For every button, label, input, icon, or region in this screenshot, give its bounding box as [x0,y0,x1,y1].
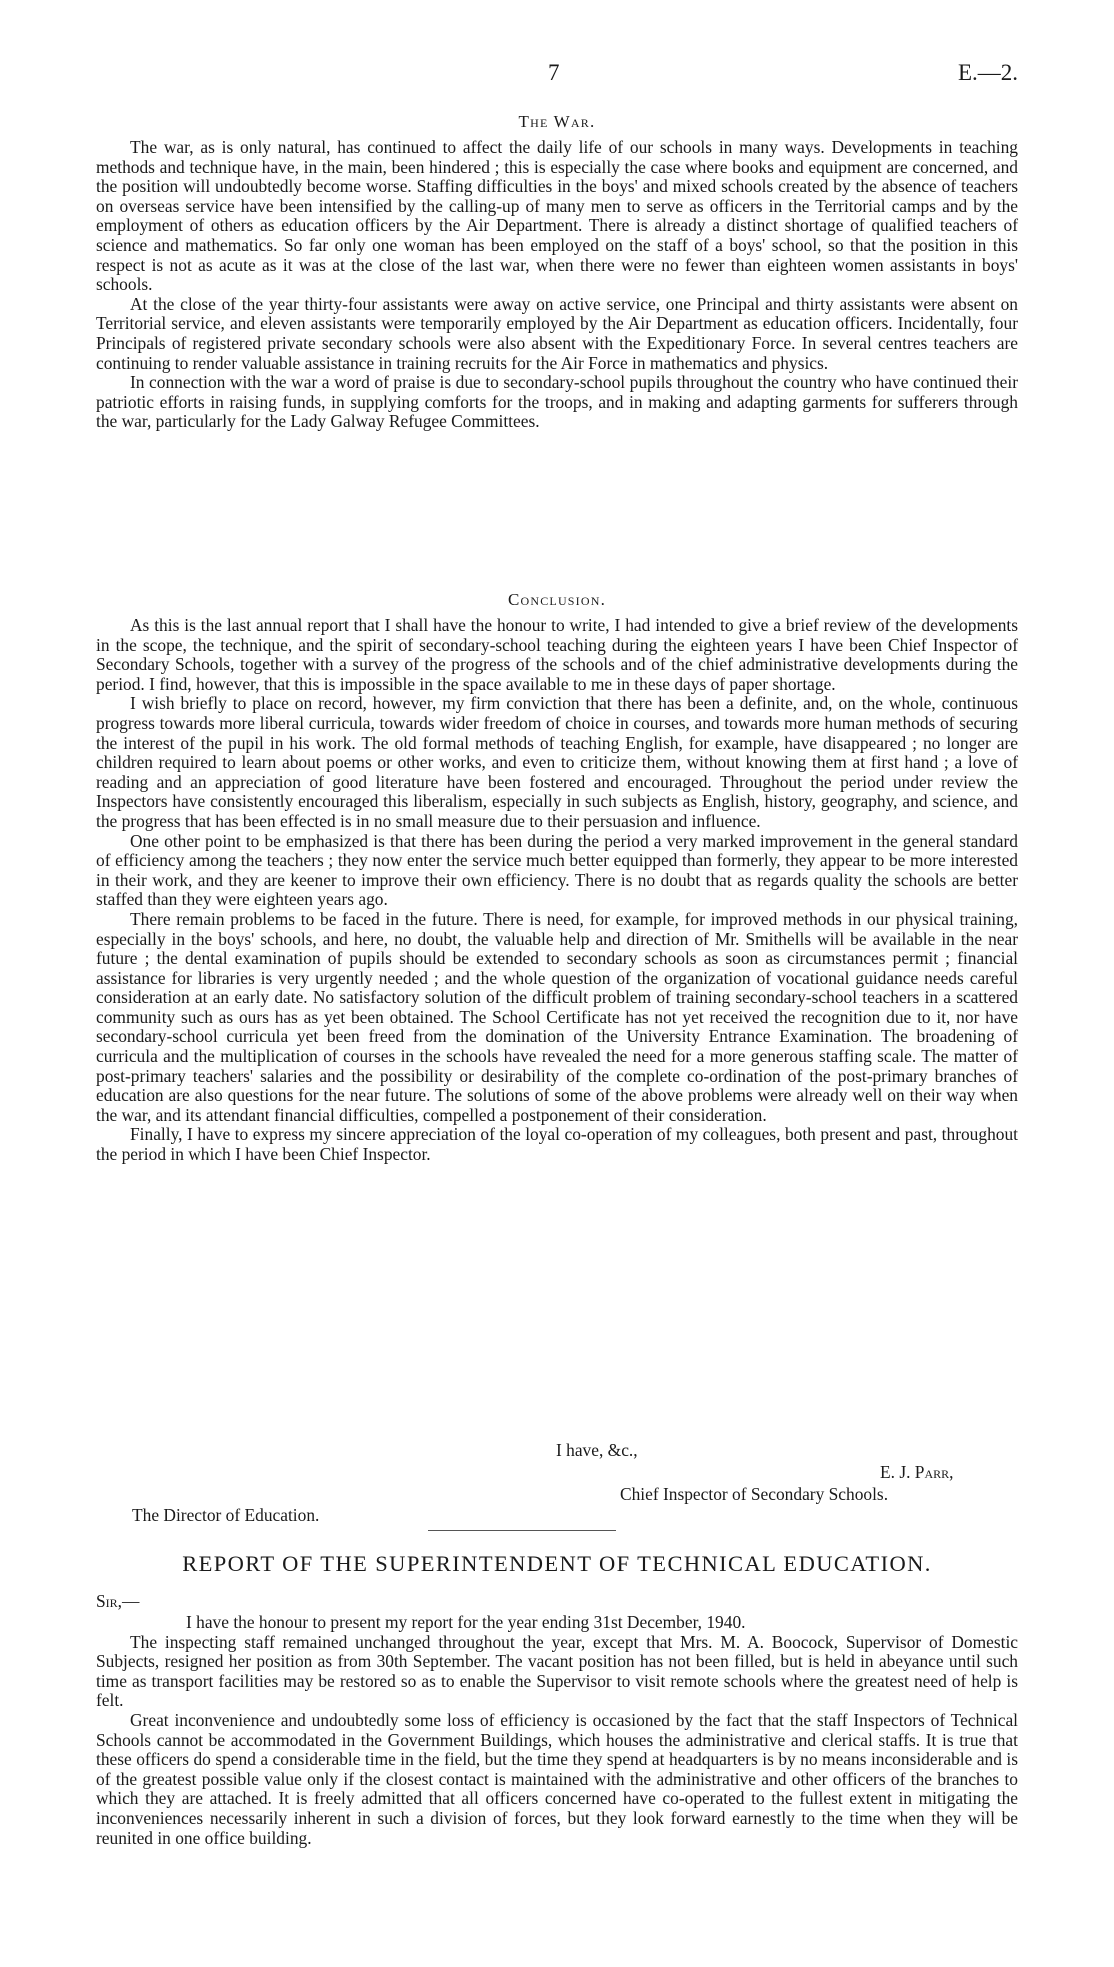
signoff-title: Chief Inspector of Secondary Schools. [620,1484,889,1504]
paragraph: As this is the last annual report that I shall have the honour to write, I had intended to give a brief review of the developments in the scope, the technique, and the spirit of secondary-school teaching during the eighteen years I have been Chief Inspector of Secondary Schools, together with a survey of the progress of the schools and of the chief administrative developments during the period. I find, however, that this is impossible in the space available to me in these days of paper shortage. [96,615,1018,694]
paragraph: The inspecting staff remained unchanged throughout the year, except that Mrs. M. A. Boocock, Supervisor of Domestic Subjects, resigned her position as from 30th September. The vacant position has not been filled, but is held in abeyance until such time as transport facilities may be restored so as to enable the Supervisor to visit remote schools where the greatest need of help is felt. [96,1631,1018,1711]
document-reference: E.—2. [957,60,1018,85]
page-number: 7 [548,60,560,85]
war-section-body [96,138,1018,432]
salutation: Sir,— [96,1591,140,1611]
technical-report-body [96,1613,1018,1848]
report-title: REPORT OF THE SUPERINTENDENT OF TECHNICAL EDUCATION. [182,1551,932,1576]
signoff-addressee: The Director of Education. [132,1505,320,1525]
paragraph: I have the honour to present my report for the year ending 31st December, 1940. [186,1612,746,1632]
section-heading-conclusion: Conclusion. [507,590,607,609]
conclusion-section-body [96,616,1018,1165]
paragraph: At the close of the year thirty-four assistants were away on active service, one Principal and thirty assistants were absent on Territorial service, and eleven assistants were temporarily employed by the Air Department as education officers. Incidentally, four Principals of registered private secondary schools were also absent with the Expeditionary Force. In several centres teachers are continuing to render valuable assistance in training recruits for the Air Force in mathematics and physics. [96,293,1018,373]
section-heading-war: The War. [518,112,596,131]
paragraph: Great inconvenience and undoubtedly some loss of efficiency is occasioned by the fact that the staff Inspectors of Technical Schools cannot be accommodated in the Government Buildings, which houses the administrative and clerical staffs. It is true that these officers do spend a considerable time in the field, but the time they spend at headquarters is by no means inconsiderable and is of the greatest possible value only if the closest contact is maintained with the administrative and other officers of the branches to which they are attached. It is freely admitted that all officers concerned have co-operated to the fullest extent in mitigating the inconveniences necessarily inherent in such a division of forces, but they look forward earnestly to the time when they will be reunited in one office building. [96,1709,1018,1848]
paragraph: In connection with the war a word of praise is due to secondary-school pupils throughout the country who have continued their patriotic efforts in raising funds, in supplying comforts for the troops, and in making and adapting garments for sufferers through the war, particularly for the Lady Galway Refugee Committees. [96,372,1018,432]
paragraph: There remain problems to be faced in the future. There is need, for example, for improved methods in our physical training, especially in the boys' schools, and here, no doubt, the valuable help and direction of Mr. Smithells will be available in the near future ; the dental examination of pupils should be extended to secondary schools as soon as circumstances permit ; financial assistance for libraries is very urgently needed ; and the whole question of the organization of vocational guidance needs careful consideration at an early date. No satisfactory solution of the difficult problem of training secondary-school teachers in a scattered community such as ours has as yet been obtained. The School Certificate has not yet received the recognition due to it, nor have secondary-school curricula yet been freed from the domination of the University Entrance Examination. The broadening of curricula and the multiplication of courses in the schools have revealed the need for a more generous staffing scale. The matter of post-primary teachers' salaries and the possibility or desirability of the complete co-ordination of the post-primary branches of education are also questions for the near future. The solutions of some of the above problems were already well on their way when the war, and its attendant financial difficulties, compelled a postponement of their consideration. [96,908,1018,1125]
signoff-closing: I have, &c., [556,1440,638,1460]
paragraph: I wish briefly to place on record, however, my firm conviction that there has been a definite, and, on the whole, continuous progress towards more liberal curricula, towards wider freedom of choice in courses, and towards more human methods of securing the interest of the pupil in his work. The old formal methods of teaching English, for example, have disappeared ; no longer are children required to learn about poems or other works, and even to criticize them, without knowing them at first hand ; a love of reading and an appreciation of good literature have been fostered and encouraged. Throughout the period under review the Inspectors have consistently encouraged this liberalism, especially in such subjects as English, history, geography, and science, and the progress that has been effected is in no small measure due to their persuasion and influence. [96,693,1018,831]
section-divider [428,1530,616,1531]
signoff-name: E. J. Parr, [880,1462,954,1482]
paragraph: Finally, I have to express my sincere appreciation of the loyal co-operation of my colleagues, both present and past, throughout the period in which I have been Chief Inspector. [96,1124,1018,1165]
paragraph: The war, as is only natural, has continued to affect the daily life of our schools in many ways. Developments in teaching methods and technique have, in the main, been hindered ; this is especially the case where books and equipment are concerned, and the position will undoubtedly become worse. Staffing difficulties in the boys' and mixed schools created by the absence of teachers on overseas service have been intensified by the calling-up of many men to serve as officers in the Territorial camps and by the employment of others as education officers by the Air Department. There is already a distinct shortage of qualified teachers of science and mathematics. So far only one woman has been employed on the staff of a boys' school, so that the position in this respect is not as acute as it was at the close of the last war, when there were no fewer than eighteen women assistants in boys' schools. [96,137,1018,295]
paragraph: One other point to be emphasized is that there has been during the period a very marked improvement in the general standard of efficiency among the teachers ; they now enter the service much better equipped than formerly, they appear to be more interested in their work, and they are keener to improve their own efficiency. There is no doubt that as regards quality the schools are better staffed than they were eighteen years ago. [96,830,1018,910]
